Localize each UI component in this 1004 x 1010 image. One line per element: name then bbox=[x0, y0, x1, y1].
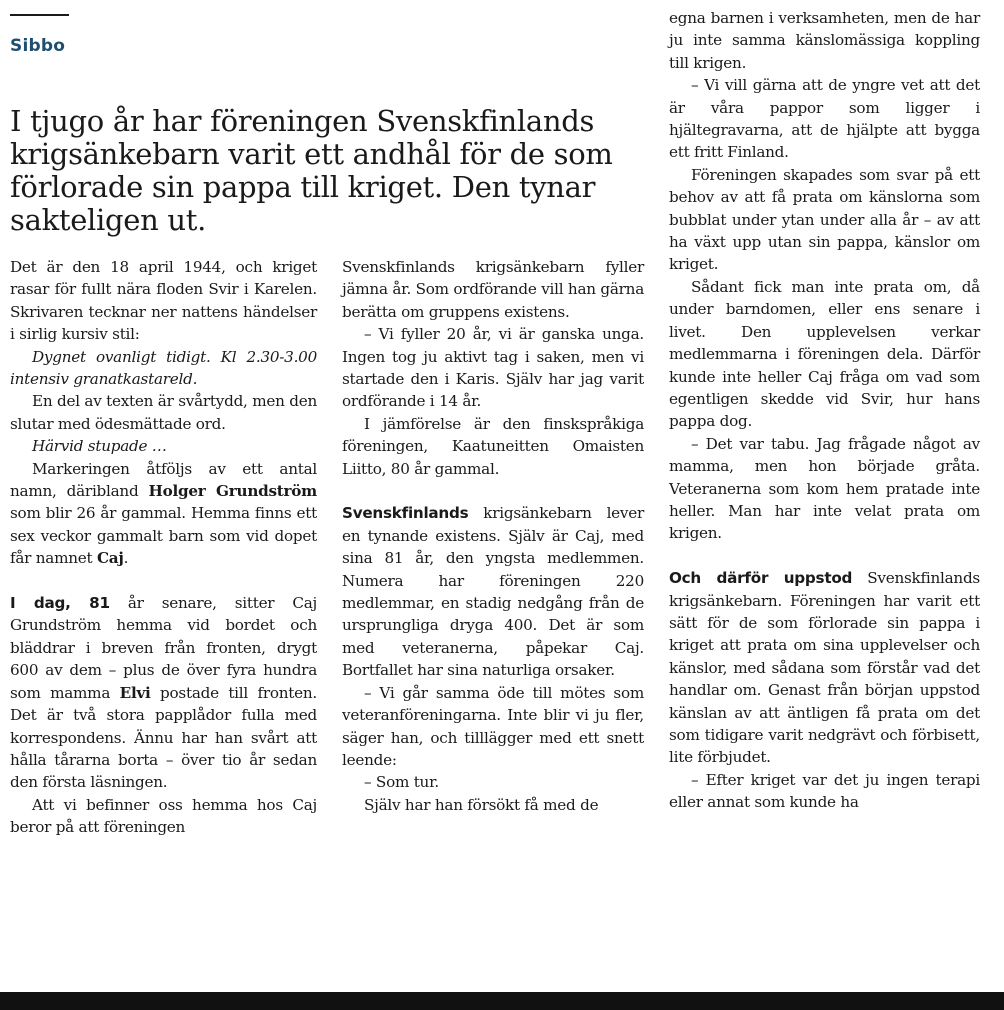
headline: I tjugo år har föreningen Svenskfinlands krigsänkebarn varit ett andhål för de som förlorade sin pappa till kriget. Den tynar sakteligen ut. bbox=[10, 104, 613, 238]
bold-name: Holger Grundström bbox=[148, 482, 317, 501]
paragraph: – Vi går samma öde till mötes som veteranföreningarna. Inte blir vi ju fler, säger han, och tilllägger med ett snett leende: bbox=[342, 683, 644, 769]
paragraph: Sådant fick man inte prata om, då under barndomen, eller ens senare i livet. Den upplevelsen verkar medlemmarna i föreningen dela. Därför kunde inte heller Caj fråga om vad som egentligen skedde vid Svir, hur hans pappa dog. bbox=[669, 277, 980, 431]
paragraph: Svenskfinlands krigsänkebarn fyller jämna år. Som ordförande vill han gärna berätta om gruppens existens. bbox=[342, 258, 644, 321]
paragraph: Själv har han försökt få med de bbox=[364, 795, 599, 814]
paragraph bbox=[10, 458, 317, 570]
article-column-1 bbox=[10, 256, 317, 839]
bottom-bar bbox=[0, 992, 1004, 1010]
paragraph: egna barnen i verksamheten, men de har ju inte samma känslomässiga koppling till krigen. bbox=[669, 9, 980, 72]
bold-name: Elvi bbox=[119, 683, 151, 702]
lead-in: Svenskfinlands bbox=[342, 504, 469, 523]
article-column-2 bbox=[342, 256, 644, 816]
lead-in: Och därför uppstod bbox=[669, 569, 853, 588]
text-span: som blir 26 år gammal. Hemma finns ett sex veckor gammalt barn som vid dopet får namnet bbox=[10, 504, 317, 568]
section-rule bbox=[10, 14, 69, 16]
paragraph: En del av texten är svårtydd, men den slutar med ödesmättade ord. bbox=[10, 392, 317, 433]
text-span: krigsänkebarn lever en tynande existens. Själv är Caj, med sina 81 år, den yngsta medlemmen. Numera har föreningen 220 medlemmar, en stadig nedgång från de ursprungliga dryga 400. Det är som med veteranerna, påpekar Caj. Bortfallet har sina naturliga orsaker. bbox=[342, 504, 644, 680]
paragraph: – Efter kriget var det ju ingen terapi eller annat som kunde ha bbox=[669, 770, 980, 812]
paragraph: Att vi befinner oss hemma hos Caj beror på att föreningen bbox=[10, 795, 317, 837]
paragraph bbox=[10, 592, 317, 794]
quote-paragraph: Härvid stupade … bbox=[32, 437, 167, 456]
text-span: . bbox=[123, 549, 129, 568]
paragraph: – Vi vill gärna att de yngre vet att det är våra pappor som ligger i hjältegravarna, att de hjälpte att bygga ett fritt Finland. bbox=[669, 76, 980, 162]
paragraph: – Det var tabu. Jag frågade något av mamma, men hon började gråta. Veteranerna som kom hem pratade inte heller. Man har inte velat prata om krigen. bbox=[669, 434, 980, 543]
section-label: Sibbo bbox=[10, 36, 66, 56]
quote-paragraph: Dygnet ovanligt tidigt. Kl 2.30-3.00 intensiv granatkastareld. bbox=[10, 347, 317, 389]
paragraph: Det är den 18 april 1944, och kriget rasar för fullt nära floden Svir i Karelen. Skrivaren tecknar ner nattens händelser i sirlig kursiv stil: bbox=[10, 258, 317, 344]
bold-name: Caj bbox=[96, 549, 124, 568]
article-column-3 bbox=[669, 7, 980, 814]
paragraph: Föreningen skapades som svar på ett behov av att få prata om känslorna som bubblat under ytan under alla år – av att ha växt upp utan sin pappa, känslor om kriget. bbox=[669, 165, 980, 274]
paragraph bbox=[669, 567, 980, 769]
paragraph bbox=[342, 502, 644, 681]
paragraph: – Som tur. bbox=[364, 773, 440, 792]
paragraph: I jämförelse är den finskspråkiga föreningen, Kaatuneitten Omaisten Liitto, 80 år gammal. bbox=[342, 414, 644, 478]
paragraph: – Vi fyller 20 år, vi är ganska unga. Ingen tog ju aktivt tag i saken, men vi startade den i Karis. Själv har jag varit ordförande i 14 år. bbox=[342, 325, 644, 411]
lead-in: I dag, 81 bbox=[10, 594, 110, 613]
text-span: Svenskfinlands krigsänkebarn. Föreningen har varit ett sätt för de som förlorade sin pappa i kriget att prata om sina upplevelser och känslor, med sådana som förstår vad det handlar om. Genast från början uppstod känslan av att äntligen få prata om det som tidigare varit nedgrävt och förbisett, lite förbjudet. bbox=[669, 569, 980, 767]
text-span: Markeringen åtföljs av ett antal namn, däribland bbox=[10, 459, 317, 501]
text-span: postade till fronten. Det är två stora papplådor fulla med korrespondens. Ännu har han svårt att hålla tårarna borta – över tio år sedan den första läsningen. bbox=[10, 683, 317, 792]
text-span: år senare, sitter Caj Grundström hemma vid bordet och bläddrar i breven från fronten, drygt 600 av dem – plus de över fyra hundra som mamma bbox=[10, 594, 317, 702]
